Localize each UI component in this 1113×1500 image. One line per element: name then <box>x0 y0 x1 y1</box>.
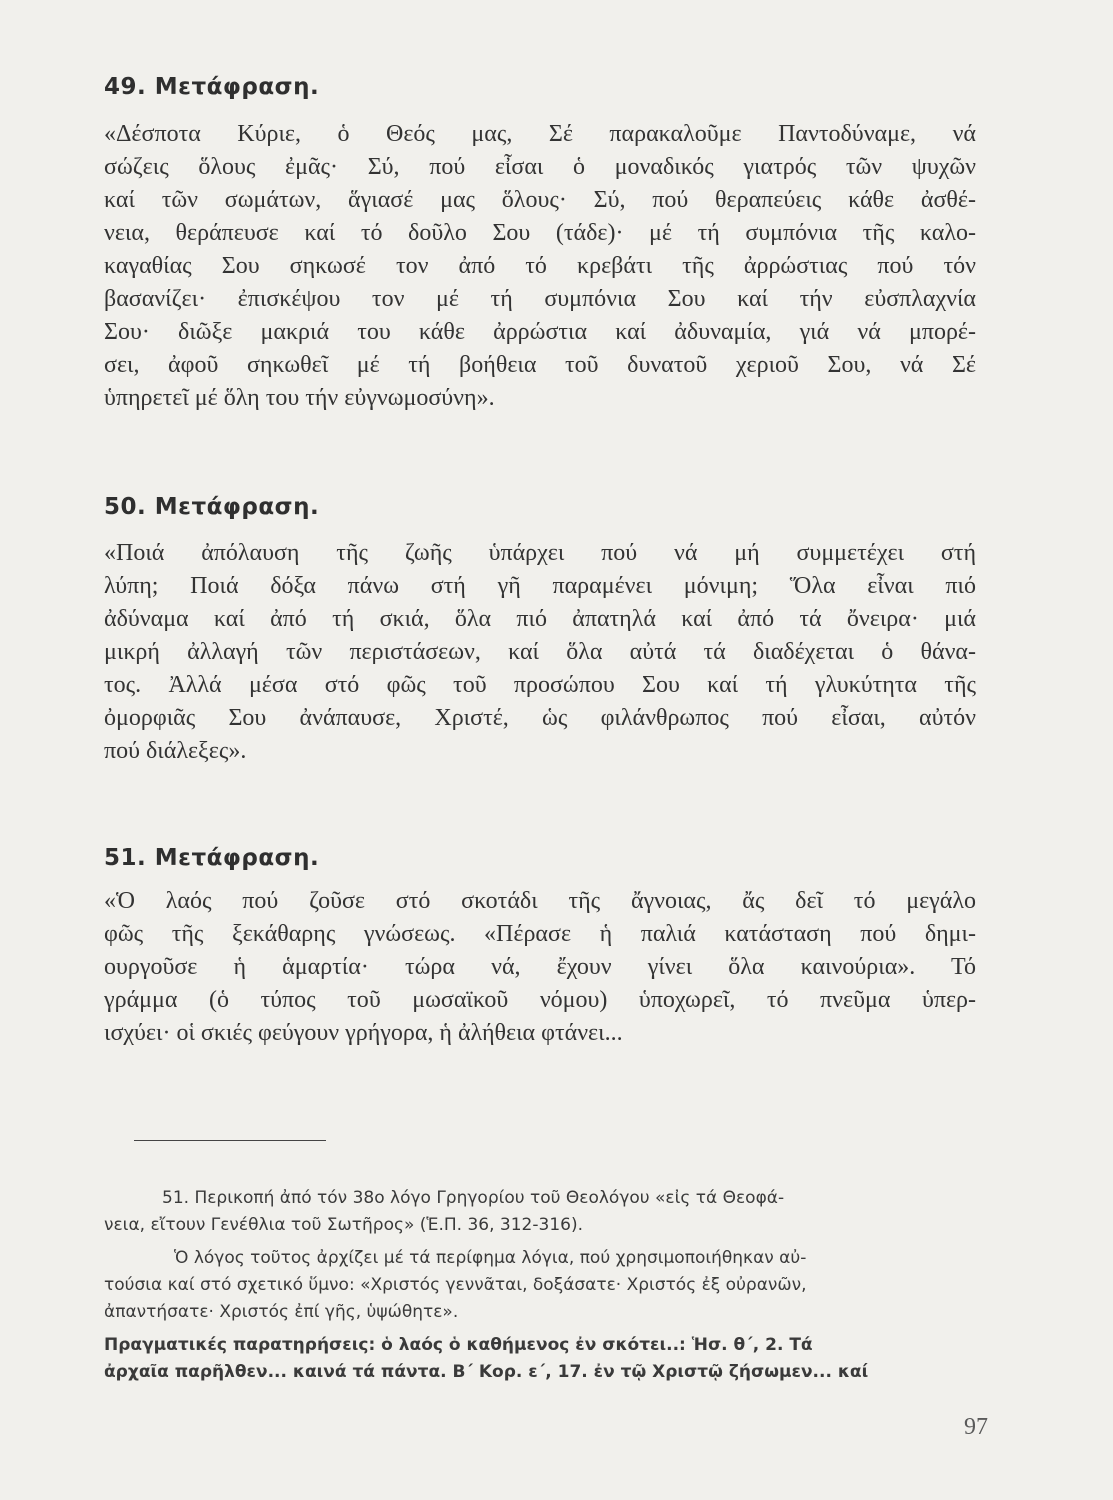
page-number: 97 <box>964 1414 988 1440</box>
footnote-line: Ὁ λόγος τοῦτος ἀρχίζει μέ τά περίφημα λόγια, πού χρησιμοποιήθηκαν αὐ- <box>174 1248 807 1268</box>
section-51-heading: 51. Μετάφραση. <box>104 845 320 871</box>
text-line: φῶς τῆς ξεκάθαρης γνώσεως. «Πέρασε ἡ παλιά κατάσταση πού δημι- <box>104 921 976 947</box>
text-line: ὑπηρετεῖ μέ ὅλη του τήν εὐγνωμοσύνη». <box>104 385 495 411</box>
text-line: γράμμα (ὁ τύπος τοῦ μωσαϊκοῦ νόμου) ὑποχωρεῖ, τό πνεῦμα ὑπερ- <box>104 987 976 1013</box>
text-line: ἀδύναμα καί ἀπό τή σκιά, ὅλα πιό ἀπατηλά καί ἀπό τά ὄνειρα· μιά <box>104 606 976 632</box>
footnote-line: νεια, εἴτουν Γενέθλια τοῦ Σωτῆρος» (Ἑ.Π. 36, 312-316). <box>104 1215 583 1235</box>
text-line: σώζεις ὅλους ἐμᾶς· Σύ, πού εἶσαι ὁ μοναδικός γιατρός τῶν ψυχῶν <box>104 154 976 180</box>
footnote-line: τούσια καί στό σχετικό ὕμνο: «Χριστός γεννᾶται, δοξάσατε· Χριστός ἐξ οὐρανῶν, <box>104 1275 807 1295</box>
text-line: τος. Ἀλλά μέσα στό φῶς τοῦ προσώπου Σου καί τή γλυκύτητα τῆς <box>104 672 976 698</box>
text-line: σει, ἀφοῦ σηκωθεῖ μέ τή βοήθεια τοῦ δυνατοῦ χεριοῦ Σου, νά Σέ <box>104 352 976 378</box>
text-line: πού διάλεξες». <box>104 738 247 764</box>
text-line: νεια, θεράπευσε καί τό δοῦλο Σου (τάδε)· μέ τή συμπόνια τῆς καλο- <box>104 220 976 246</box>
footnote-notes-line: Πραγματικές παρατηρήσεις: ὁ λαός ὁ καθήμενος ἐν σκότει..: Ἡσ. θ΄, 2. Τά <box>104 1335 813 1355</box>
section-49-text <box>104 118 976 415</box>
text-line: καί τῶν σωμάτων, ἅγιασέ μας ὅλους· Σύ, πού θεραπεύεις κάθε ἀσθέ- <box>104 187 976 213</box>
text-line: βασανίζει· ἐπισκέψου τον μέ τή συμπόνια Σου καί τήν εὐσπλαχνία <box>104 286 976 312</box>
text-line: ουργοῦσε ἡ ἁμαρτία· τώρα νά, ἔχουν γίνει ὅλα καινούρια». Τό <box>104 954 976 980</box>
text-line: μικρή ἀλλαγή τῶν περιστάσεων, καί ὅλα αὐτά τά διαδέχεται ὁ θάνα- <box>104 639 976 665</box>
text-line: ισχύει· οἱ σκιές φεύγουν γρήγορα, ἡ ἀλήθεια φτάνει... <box>104 1020 623 1046</box>
footnote <box>104 1185 978 1386</box>
section-50-heading: 50. Μετάφραση. <box>104 494 320 520</box>
section-49-heading: 49. Μετάφραση. <box>104 74 320 100</box>
text-line: ὀμορφιᾶς Σου ἀνάπαυσε, Χριστέ, ὡς φιλάνθρωπος πού εἶσαι, αὐτόν <box>104 705 976 731</box>
footnote-line: ἀπαντήσατε· Χριστός ἐπί γῆς, ὑψώθητε». <box>104 1302 459 1322</box>
section-51-text <box>104 885 976 1050</box>
text-line: «Ποιά ἀπόλαυση τῆς ζωῆς ὑπάρχει πού νά μή συμμετέχει στή <box>104 540 976 566</box>
text-line: καγαθίας Σου σηκωσέ τον ἀπό τό κρεβάτι τῆς ἀρρώστιας πού τόν <box>104 253 976 279</box>
section-50-text <box>104 537 976 768</box>
footnote-line: 51. Περικοπή ἀπό τόν 38ο λόγο Γρηγορίου τοῦ Θεολόγου «εἰς τά Θεοφά- <box>162 1188 785 1208</box>
text-line: λύπη; Ποιά δόξα πάνω στή γῆ παραμένει μόνιμη; Ὅλα εἶναι πιό <box>104 573 976 599</box>
text-line: Σου· διῶξε μακριά του κάθε ἀρρώστια καί ἀδυναμία, γιά νά μπορέ- <box>104 319 976 345</box>
text-line: «Ὁ λαός πού ζοῦσε στό σκοτάδι τῆς ἄγνοιας, ἄς δεῖ τό μεγάλο <box>104 888 976 914</box>
footnote-separator <box>134 1140 326 1141</box>
text-line: «Δέσποτα Κύριε, ὁ Θεός μας, Σέ παρακαλοῦμε Παντοδύναμε, νά <box>104 121 976 147</box>
footnote-notes-line: ἀρχαῖα παρῆλθεν... καινά τά πάντα. Β΄ Κορ. ε΄, 17. ἐν τῷ Χριστῷ ζήσωμεν... καί <box>104 1362 869 1382</box>
